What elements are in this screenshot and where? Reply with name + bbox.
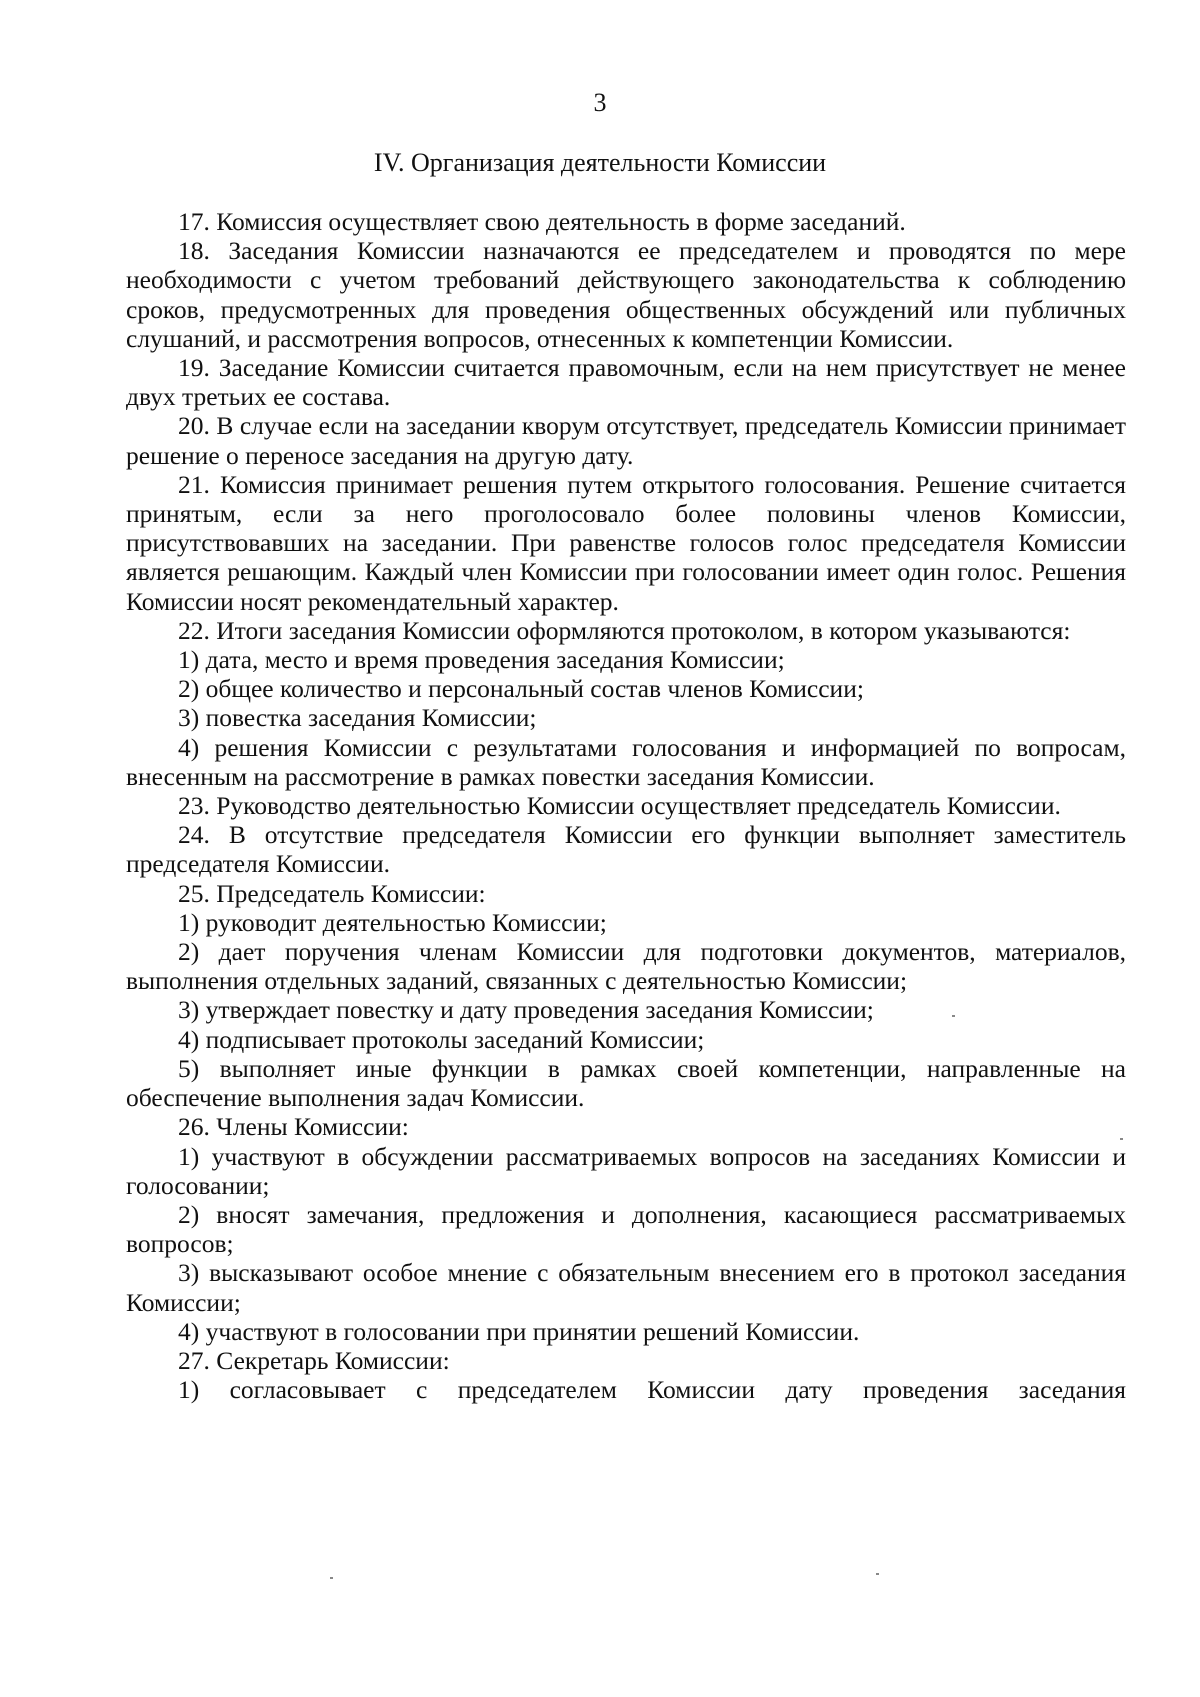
paragraph-27: 27. Секретарь Комиссии:	[178, 1345, 450, 1375]
paragraph-17: 17. Комиссия осуществляет свою деятельность в форме заседаний.	[178, 207, 906, 236]
paragraph-18: 18. Заседания Комиссии назначаются ее председателем и проводятся по мере необходимости с учетом требований действующего законодательства к соблюдению сроков, предусмотренных для проведения общественных обсуждений или публичных слушаний, и рассмотрения вопросов, отнесенных к компетенции Комиссии.	[126, 236, 1126, 353]
list-item-26-4: 4) участвуют в голосовании при принятии решений Комиссии.	[178, 1316, 860, 1346]
paragraph-20: 20. В случае если на заседании кворум отсутствует, председатель Комиссии принимает решение о переносе заседания на другую дату.	[126, 411, 1126, 470]
paragraph-23: 23. Руководство деятельностью Комиссии осуществляет председатель Комиссии.	[178, 791, 1061, 821]
list-item-26-3: 3) высказывают особое мнение с обязательным внесением его в протокол заседания Комиссии;	[126, 1258, 1126, 1317]
paragraph-25: 25. Председатель Комиссии:	[178, 878, 486, 908]
page-number: 3	[593, 88, 607, 117]
list-item-22-3: 3) повестка заседания Комиссии;	[178, 703, 537, 733]
section-title: IV. Организация деятельности Комиссии	[373, 148, 827, 177]
paragraph-21: 21. Комиссия принимает решения путем открытого голосования. Решение считается принятым, если за него проголосовало более половины членов Комиссии, присутствовавших на заседании. При равенстве голосов голос председателя Комиссии является решающим. Каждый член Комиссии при голосовании имеет один голос. Решения Комиссии носят рекомендательный характер.	[126, 469, 1126, 616]
paragraph-26: 26. Члены Комиссии:	[178, 1112, 409, 1142]
paragraph-19: 19. Заседание Комиссии считается правомочным, если на нем присутствует не менее двух третьих ее состава.	[126, 353, 1126, 412]
list-item-26-2: 2) вносят замечания, предложения и дополнения, касающиеся рассматриваемых вопросов;	[126, 1199, 1126, 1259]
list-item-22-4: 4) решения Комиссии с результатами голосования и информацией по вопросам, внесенным на рассмотрение в рамках повестки заседания Комиссии.	[126, 732, 1126, 791]
list-item-26-1: 1) участвуют в обсуждении рассматриваемых вопросов на заседаниях Комиссии и голосовании;	[126, 1141, 1126, 1200]
list-item-25-4: 4) подписывает протоколы заседаний Комиссии;	[178, 1024, 705, 1054]
list-item-25-3: 3) утверждает повестку и дату проведения заседания Комиссии;	[178, 995, 874, 1025]
list-item-25-2: 2) дает поручения членам Комиссии для подготовки документов, материалов, выполнения отдельных заданий, связанных с деятельностью Комиссии;	[126, 937, 1126, 996]
list-item-25-5: 5) выполняет иные функции в рамках своей компетенции, направленные на обеспечение выполнения задач Комиссии.	[126, 1053, 1126, 1113]
paragraph-24: 24. В отсутствие председателя Комиссии его функции выполняет заместитель председателя Комиссии.	[126, 820, 1126, 879]
scan-speck	[330, 1577, 333, 1579]
scan-speck	[876, 1573, 879, 1575]
paragraph-22: 22. Итоги заседания Комиссии оформляются протоколом, в котором указываются:	[178, 615, 1071, 645]
list-item-22-2: 2) общее количество и персональный состав членов Комиссии;	[178, 674, 864, 704]
document-body	[126, 207, 1126, 1404]
scan-speck	[1120, 1138, 1123, 1140]
scan-speck	[952, 1015, 955, 1017]
list-item-27-1: 1) согласовывает с председателем Комиссии дату проведения заседания	[178, 1375, 1126, 1405]
list-item-25-1: 1) руководит деятельностью Комиссии;	[178, 907, 607, 937]
list-item-22-1: 1) дата, место и время проведения заседания Комиссии;	[178, 645, 785, 675]
